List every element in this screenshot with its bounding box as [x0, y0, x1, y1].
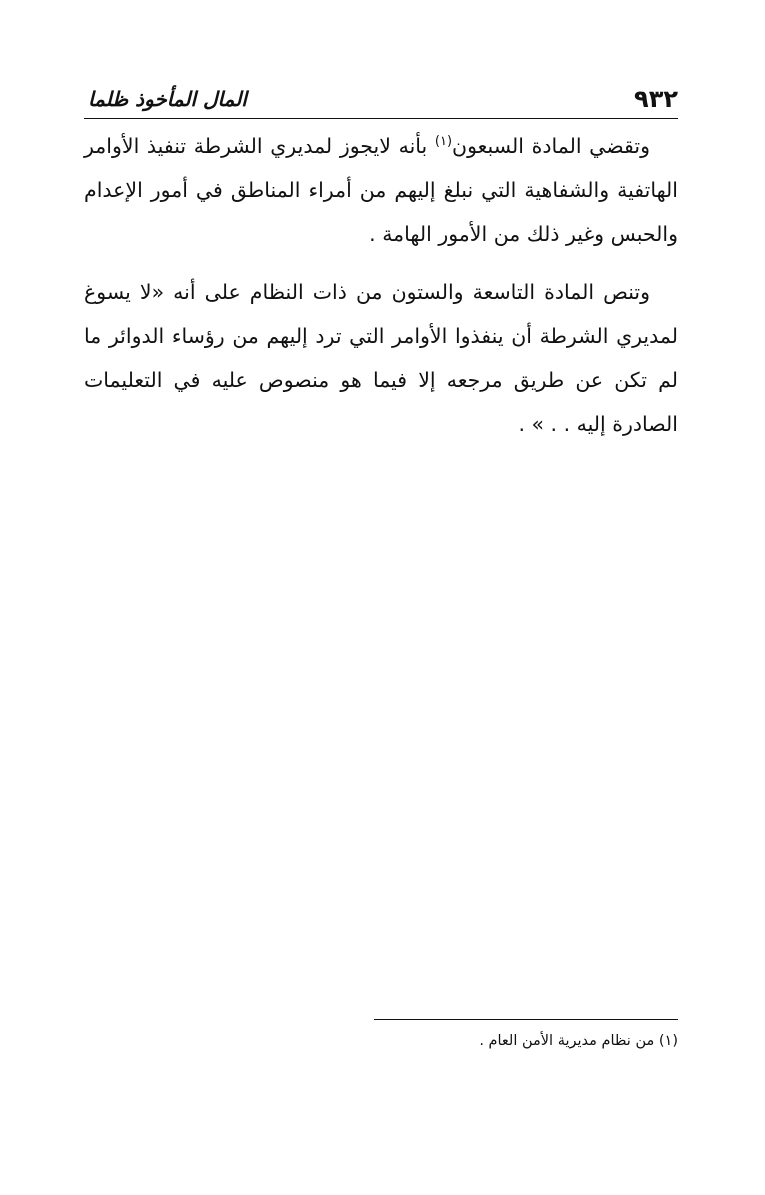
paragraph: وتنص المادة التاسعة والستون من ذات النظام على أنه «لا يسوغ لمديري الشرطة أن ينفذوا الأوامر التي ترد إليهم من رؤساء الدوائر ما لم تكن عن طريق مرجعه إلا فيما هو منصوص عليه في التعليمات الصادرة إليه . . » .: [84, 280, 678, 436]
paragraph: [84, 124, 678, 256]
running-title: المال المأخوذ ظلما: [88, 87, 247, 111]
main-text: [84, 124, 678, 446]
footnote-divider: [374, 1019, 678, 1020]
page-number: ٩٣٢: [634, 85, 678, 113]
footnote-reference: (١): [434, 134, 453, 150]
paragraph-text: بأنه لايجوز لمديري الشرطة تنفيذ الأوامر الهاتفية والشفاهية التي نبلغ إليهم من أمراء المناطق في أمور الإعدام والحبس وغير ذلك من الأمور الهامة .: [84, 134, 678, 246]
footnote: (١) من نظام مديرية الأمن العام .: [479, 1033, 678, 1049]
paragraph-text: وتقضي المادة السبعون: [452, 134, 650, 158]
page-header: [84, 82, 678, 119]
